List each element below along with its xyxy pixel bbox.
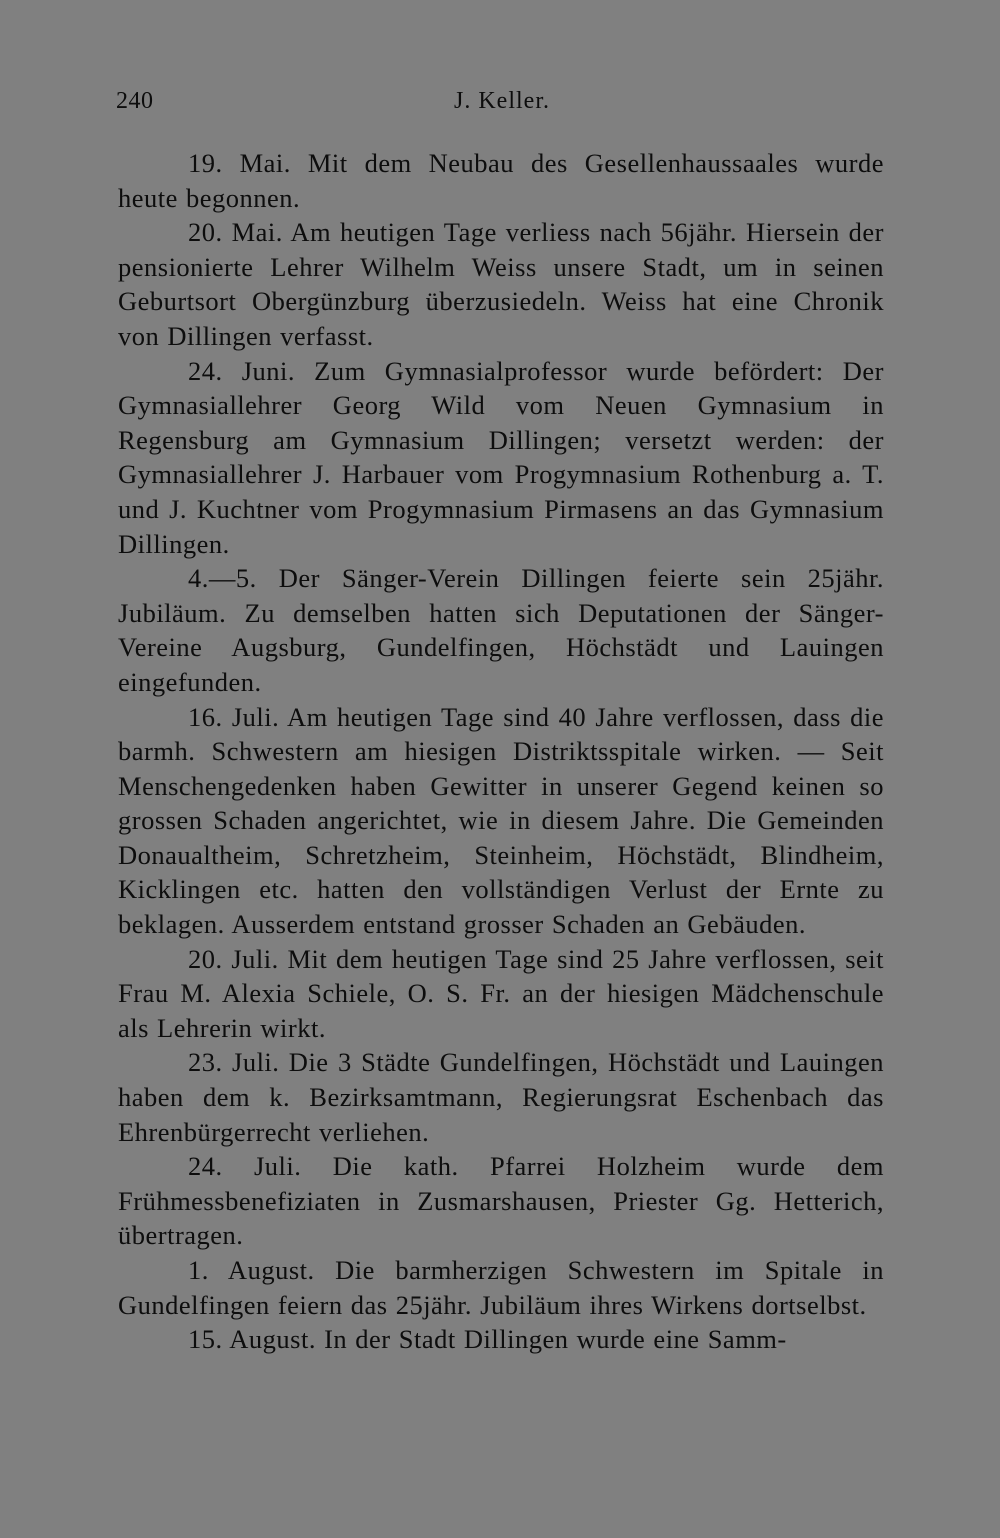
entry-20-juli: 20. Juli. Mit dem heutigen Tage sind 25 Jahre verflossen, seit Frau M. Alexia Schiele, O. S. Fr. an der hiesigen Mädchenschule als Lehrerin wirkt.: [118, 943, 884, 1043]
page-number: 240: [116, 88, 154, 114]
entry-15-august: 15. August. In der Stadt Dillingen wurde eine Samm-: [188, 1324, 787, 1355]
entry-24-juni: 24. Juni. Zum Gymnasialprofessor wurde befördert: Der Gymnasiallehrer Georg Wild vom Neuen Gymnasium in Regensburg am Gymnasium Dillingen; versetzt werden: der Gymnasiallehrer J. Harbauer vom Progymnasium Rothenburg a. T. und J. Kuchtner vom Progymnasium Pirmasens an das Gymnasium Dillingen.: [118, 355, 884, 559]
running-head: J. Keller.: [454, 88, 550, 114]
page-header: [112, 88, 892, 122]
entry-4-5: 4.—5. Der Sänger-Verein Dillingen feierte sein 25jähr. Jubiläum. Zu demselben hatten sich Deputationen der Sänger-Vereine Augsburg, Gundelfingen, Höchstädt und Lauingen eingefunden.: [118, 563, 884, 697]
entry-24-juli: 24. Juli. Die kath. Pfarrei Holzheim wurde dem Frühmessbenefiziaten in Zusmarshausen, Priester Gg. Hetterich, übertragen.: [118, 1151, 884, 1251]
entry-20-mai: 20. Mai. Am heutigen Tage verliess nach 56jähr. Hiersein der pensionierte Lehrer Wilhelm Weiss unsere Stadt, um in seinen Geburtsort Obergünzburg überzusiedeln. Weiss hat eine Chronik von Dillingen verfasst.: [118, 217, 884, 351]
entry-1-august: 1. August. Die barmherzigen Schwestern im Spitale in Gundelfingen feiern das 25jähr. Jubiläum ihres Wirkens dortselbst.: [118, 1255, 884, 1320]
entry-16-juli: 16. Juli. Am heutigen Tage sind 40 Jahre verflossen, dass die barmh. Schwestern am hiesigen Distriktsspitale wirken. — Seit Menschengedenken haben Gewitter in unserer Gegend keinen so grossen Schaden angerichtet, wie in diesem Jahre. Die Gemeinden Donaualtheim, Schretzheim, Steinheim, Höchstädt, Blindheim, Kicklingen etc. hatten den vollständigen Verlust der Ernte zu beklagen. Ausserdem entstand grosser Schaden an Gebäuden.: [118, 701, 884, 940]
entry-23-juli: 23. Juli. Die 3 Städte Gundelfingen, Höchstädt und Lauingen haben dem k. Bezirksamtmann, Regierungsrat Eschenbach das Ehrenbürgerrecht verliehen.: [118, 1047, 884, 1147]
chronicle-text: [118, 146, 884, 1357]
entry-19-mai: 19. Mai. Mit dem Neubau des Gesellenhaussaales wurde heute begonnen.: [118, 148, 884, 213]
